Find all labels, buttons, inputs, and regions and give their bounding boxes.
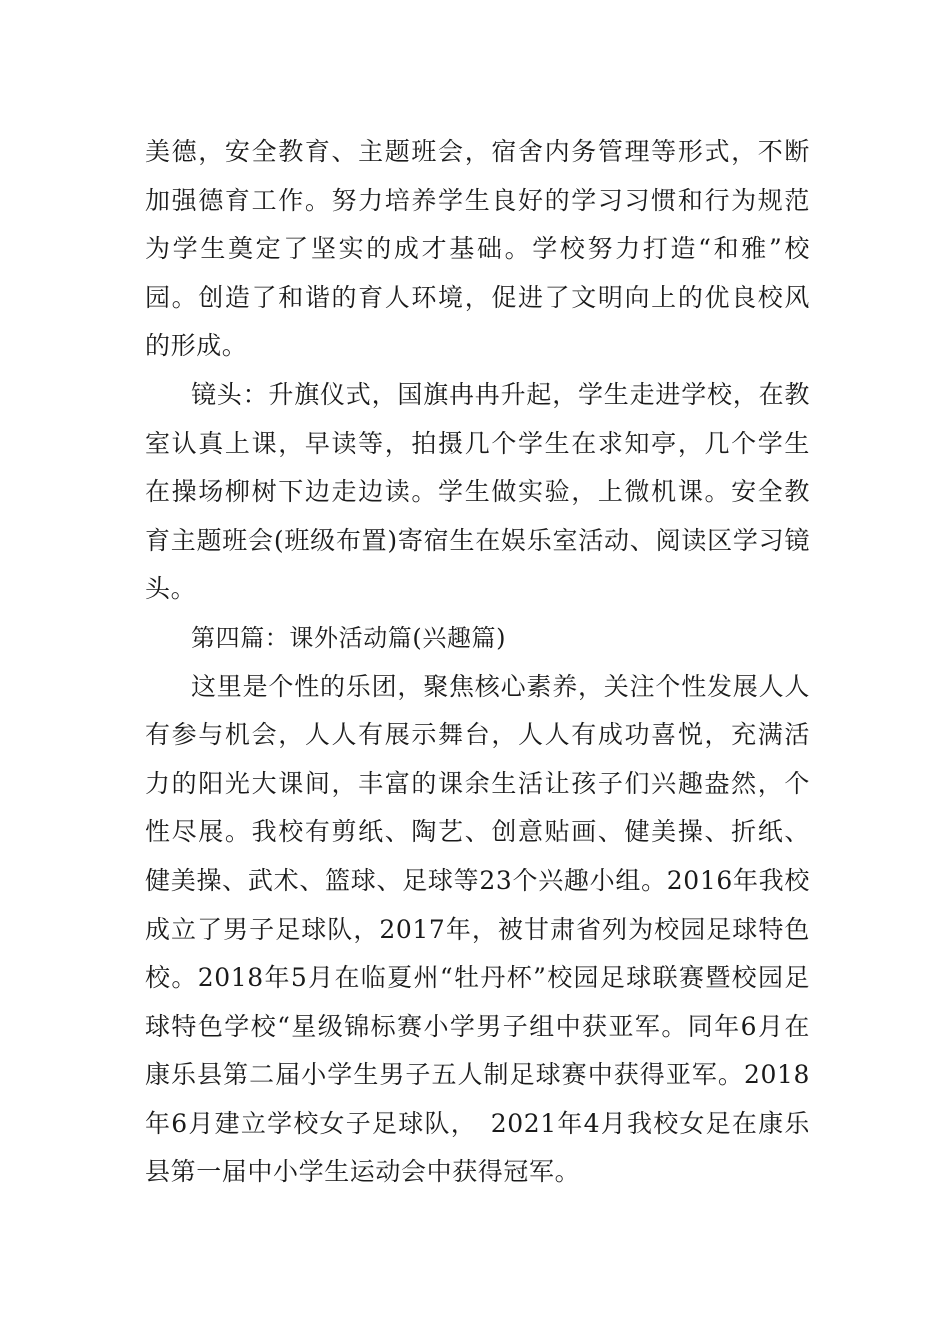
section-heading: 第四篇：课外活动篇(兴趣篇) xyxy=(191,623,507,652)
document-body xyxy=(145,128,810,1197)
paragraph-shot-campus: 镜头：升旗仪式，国旗冉冉升起，学生走进学校，在教室认真上课，早读等，拍摄几个学生在求知亭，几个学生在操场柳树下边走边读。学生做实验，上微机课。安全教育主题班会(班级布置)寄宿生在娱乐室活动、阅读区学习镜头。 xyxy=(145,379,810,604)
paragraph-moral-education: 美德，安全教育、主题班会，宿舍内务管理等形式，不断加强德育工作。努力培养学生良好的学习习惯和行为规范为学生奠定了坚实的成才基础。学校努力打造“和雅”校园。创造了和谐的育人环境，促进了文明向上的优良校风的形成。 xyxy=(145,137,810,361)
paragraph-interest-groups: 这里是个性的乐团，聚焦核心素养，关注个性发展人人有参与机会，人人有展示舞台，人人有成功喜悦，充满活力的阳光大课间，丰富的课余生活让孩子们兴趣盎然，个性尽展。我校有剪纸、陶艺、创意贴画、健美操、折纸、健美操、武术、篮球、足球等23个兴趣小组。2016年我校成立了男子足球队，2017年，被甘肃省列为校园足球特色校。2018年5月在临夏州“牡丹杯”校园足球联赛暨校园足球特色学校“星级锦标赛小学男子组中获亚军。同年6月在康乐县第二届小学生男子五人制足球赛中获得亚军。2018年6月建立学校女子足球队， 2021年4月我校女足在康乐县第一届中小学生运动会中获得冠军。 xyxy=(145,671,810,1187)
